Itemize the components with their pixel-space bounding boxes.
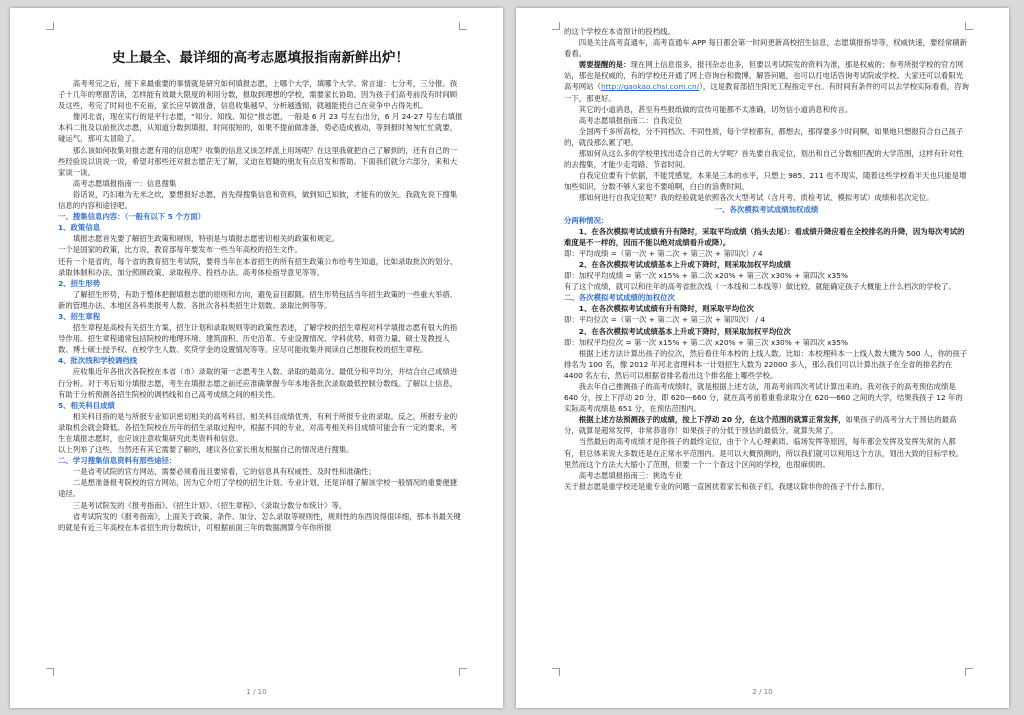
paragraph-list [564, 26, 969, 492]
paragraph [564, 115, 969, 126]
bold-lead-text: 根据上述方法预测孩子的成绩，按上下浮动 20 分，在这个范围的就算正常发挥， [578, 415, 846, 425]
paragraph-text: 2、在各次模拟考试成绩基本上升或下降时，则采取加权平均成绩 [578, 259, 791, 269]
paragraph [58, 444, 463, 455]
paragraph-text: 了解招生形势，有助于整体把握填报志愿的原则和方向，避免盲目跟随。招生形势包括当年招生政策的一些重大举措、新的管理办法、本地区各科类报考人数、各批次各科类招生计划数、录取比例等等。 [58, 289, 458, 310]
paragraph [564, 326, 969, 337]
paragraph [58, 477, 463, 499]
paragraph-text: 我去年自己推测孩子的高考成绩时，就是根据上述方法，用高考前四次考试计算出来的。我对孩子的高考预估成绩是 640 分，按上下浮动 20 分，即 620—660 分，就在高考前着重看录取分在 620—660 之间的大学，结果我孩子 12 年的实际高考成绩是 651 分，在预估范围内。 [564, 382, 963, 414]
page-number: 1 / 10 [246, 688, 267, 696]
paragraph [58, 244, 463, 255]
paragraph-text: 高考志愿填报指南二：自我定位 [578, 115, 683, 125]
document-page-2 [516, 8, 1009, 708]
paragraph-text: 2、招生形势 [58, 278, 101, 288]
paragraph [564, 26, 969, 37]
paragraph [564, 481, 969, 492]
subsection-heading [58, 355, 463, 366]
paragraph-text: 二、学习搜集信息资料有那些途径： [58, 456, 177, 466]
paragraph [564, 314, 969, 325]
paragraph-text: 2、在各次模拟考试成绩基本上升或下降时，则采取加权平均位次 [578, 326, 791, 336]
paragraph [564, 348, 969, 381]
paragraph [564, 226, 969, 248]
paragraph-text: 应收集近年各批次各院校在本省（市）录取的第一志愿考生人数、录取的最高分、最低分和平均分，并结合自己成绩进行分析。对于考后知分填报志愿，考生在填报志愿之前还应准确掌握今年本地各批次录取最低控制分数线。了解以上信息，有助于分析预测各招生院校的调档线和自己高考成绩之间的相关性。 [58, 367, 458, 399]
paragraph-text: 高考志愿填报指南一：信息搜集 [72, 178, 177, 188]
paragraph-text: 全国两千多所高校，分不同档次、不同性质，每个学校都有，都想去，那得要多少时间啊，如果地只想报符合自己孩子的，就没那么累了吧。 [564, 126, 964, 147]
paragraph [58, 111, 463, 144]
crop-mark [46, 668, 54, 676]
paragraph [564, 414, 969, 436]
section-heading [58, 455, 463, 466]
paragraph-text: 当然最后的高考成绩才是你孩子的最终定位，由于个人心理素质、临场发挥等原因，每年都会发挥及发挥失常的人都有，但总体来说大多数还是在正常水平范围内。是可以大概预测的，所以我们就可以利用这个方法，划出大致的目标学校。 [564, 437, 964, 458]
paragraph [564, 148, 969, 170]
subsection-heading [58, 278, 463, 289]
paragraph-text: 即：平均成绩 =（第一次 + 第二次 + 第三次 + 第四次）/ 4 [564, 248, 763, 258]
page-title: 史上最全、最详细的高考志愿填报指南新鲜出炉！ [112, 50, 409, 66]
paragraph-text: 那如何进行自我定位呢？我的经验就是依照各次大型考试（含月考、质检考试、模拟考试）成绩和名次定位。 [578, 193, 934, 203]
document-page-1 [10, 8, 503, 708]
paragraph [58, 322, 463, 355]
section-heading [58, 211, 463, 222]
paragraph-text: 还有一个是省的，每个省的教育招生考试院，要将当年在本省招生的所有招生政策公布给考生知道，比如录取批次的划分、录取体制和办法、加分照顾政策、录取程序、投档办法、高考体检指导意见等等。 [58, 256, 458, 277]
paragraph [564, 104, 969, 115]
paragraph [564, 37, 969, 59]
paragraph-text: 一个是国家的政策，比方说，教育部每年要发布一些当年高校的招生文件。 [58, 245, 302, 255]
paragraph-text: 三是考试院发的《报考指南》、《招生计划》、《招生章程》、《录取分数分布统计》等。 [72, 500, 347, 510]
paragraph [58, 233, 463, 244]
paragraph-text: 省考试院发的《报考指南》，上面关于政策、条件、加分、怎么录取等规则性，规则性的东西说得很详细，那本书最关键的就是有近三年高校在本省招生的分数统计，可根据前面三年的数据测算今年你所报 [58, 511, 461, 532]
paragraph-text: 其它的小道消息，甚至有些报纸做的宣传可能都不太准确，切勿信小道消息和传言。 [578, 104, 853, 114]
crop-mark [459, 22, 467, 30]
paragraph-text: 俗话说，巧妇难为无米之炊，要想报好志愿，首先得搜集信息和资料，做到知己知彼，才能有的放矢。我就先说下搜集信息的内容和途径吧。 [58, 189, 458, 211]
crop-mark [552, 668, 560, 676]
paragraph-text: 有了这个成绩，就可以和往年的高考省批次线（一本线和二本线等）做比较，就能确定孩子大概能上什么档次的学校了。 [564, 282, 956, 292]
paragraph-text: 高考考完之后，接下来最重要的事情就是研究如何填报志愿，上哪个大学，填哪个大学。常言道：七分考，三分报。孩子十几年的寒窗苦读，怎样能有效最大限度的利用分数，报取到理想的学校，需要家长协助，因为孩子们高考前没有时间顾及这些，考完了时间也不充裕，家长应早做准备，信息收集越早，分析越透彻，就越能使自己在竞争中占得先机。 [58, 79, 458, 111]
paragraph [564, 59, 969, 103]
paragraph [58, 78, 463, 111]
subsection-heading [58, 222, 463, 233]
paragraph [564, 259, 969, 270]
paragraph-text: 四是关注高考直通车，高考直通车 APP 每日都会第一时间更新高校招生信息，志愿填报指导等，权威快速，要经常刷新看看。 [564, 38, 968, 59]
paragraph-text: 4、批次线和学校调档线 [58, 356, 138, 366]
paragraph-text: 的这个学校在本省预计的投档线。 [564, 27, 675, 36]
paragraph [564, 248, 969, 259]
section-heading [564, 215, 969, 226]
paragraph-text: 1、政策信息 [58, 223, 101, 233]
paragraph-text: 即：加权平均位次 = 第一次 x15% + 第二次 x20% + 第三次 x30% + 第四次 x35% [564, 337, 848, 347]
paragraph-text: 以上列举了这些，当然还有其它需要了解的，建议各位家长朋友根据自己的情况进行搜集。 [58, 445, 354, 455]
section-heading [564, 204, 969, 215]
paragraph-text: 那么该如何收集对报志愿有用的信息呢？收集的信息又该怎样派上用场呢？在这里我就把自己了解到的，还有自己的一些经验说以说说一说，希望对那些还对报志愿茫无了解，又迫在眉睫的朋友有点启发和帮助。下面我们就分六部分，来和大家谈一谈。 [58, 145, 458, 177]
hyperlink[interactable]: http://gaokao.chsi.com.cn/ [600, 82, 700, 92]
paragraph [564, 470, 969, 481]
paragraph-text: 3、招生章程 [58, 311, 101, 321]
paragraph-text: 自我定位要有个依据，不能凭感觉，本来是三本的水平，只想上 985、211 也不现实，随着这些学校看半天也只能是增加些知识，分数不够人家也不要咱啊，白白的浪费时间。 [564, 171, 967, 192]
paragraph [58, 256, 463, 278]
paragraph-text: 1、在各次模拟考试成绩有升有降时，则采取平均位次 [578, 304, 754, 314]
page-content [58, 48, 463, 678]
paragraph [58, 500, 463, 511]
paragraph [564, 337, 969, 348]
paragraph-text: 二是想准备报考院校的官方网站，因为它介绍了学校的招生计划、专业计划，还是详细了解该学校一般情况的重要便捷途径。 [58, 478, 458, 499]
paragraph [58, 366, 463, 399]
paragraph [564, 436, 969, 458]
paragraph [58, 189, 463, 211]
paragraph [564, 192, 969, 203]
paragraph-text: 二、各次模拟考试成绩的加权位次 [564, 293, 675, 303]
crop-mark [46, 22, 54, 30]
paragraph-text: 像河北省，现在实行的是平行志愿，“知分、知线、知位”报志愿，一般是 6 月 23 号左右出分，6 月 24-27 号左右填报本科二批及以前批次志愿，从知道分数到填报，时间很短的，如果不提前做准备，势必造成被动，等到报时匆匆忙忙就要，碰运气，那可太冒险了。 [58, 112, 463, 144]
paragraph-text: 填报志愿首先要了解招生政策和规则，特别是与填报志愿密切相关的政策和规定。 [72, 234, 339, 244]
paragraph [58, 466, 463, 477]
section-heading [564, 292, 969, 303]
paragraph-text: 分两种情况： [564, 215, 609, 225]
paragraph [564, 281, 969, 292]
paragraph [564, 303, 969, 314]
paragraph-text: 那如何从这么多的学校里找出适合自己的大学呢？首先要自我定位，划出和自己分数相匹配的大学范围，这样有针对性的去搜集，才能少走弯路、节省时间。 [564, 149, 964, 170]
paragraph-text: 关于报志愿是重学校还是重专业的问题一直困扰着家长和孩子们，我建议除非你的孩子干什么都行， [564, 481, 890, 491]
paragraph [58, 289, 463, 311]
paragraph-text: 里然而这个方法大大缩小了范围，但要一个一个查这个区间的学校，也很麻烦的。 [564, 459, 831, 469]
paragraph-text: 一、搜集信息内容：（一般有以下 5 个方面） [58, 212, 206, 222]
paragraph-text: 现在网上信息很多，报刊杂志也多，但要以考试院发的资料为准，那是权威的；参考所报学校的官方网站，那也是权威的，有的学校还开通了网上咨询台和微博，解答问题，也可以打电话咨询考试院或学校。大家还可以看阳光高考网站（ [564, 60, 964, 92]
paragraph-text: 5、相关科目成绩 [58, 400, 115, 410]
paragraph-text: 即：加权平均成绩 = 第一次 x15% + 第二次 x20% + 第三次 x30% + 第四次 x35% [564, 271, 848, 281]
paragraph [564, 126, 969, 148]
paragraph-text: 一是省考试院的官方网站，需要必须看而且要常看，它的信息具有权威性、及时性和准确性； [72, 467, 376, 477]
subsection-heading [58, 311, 463, 322]
paragraph [564, 459, 969, 470]
paragraph [58, 411, 463, 444]
page-content [564, 26, 969, 678]
paragraph [564, 381, 969, 414]
paragraph-text: 一、各次模拟考试成绩加权成绩 [714, 204, 819, 214]
paragraph [564, 270, 969, 281]
paragraph-text: 如果孩子的高考分大于预估的最高分，就算是超常发挥，非常恭喜你！如果孩子的分低于预估的最低分，就算失常了。 [564, 415, 957, 436]
paragraph [58, 178, 463, 189]
paragraph [58, 511, 463, 533]
paragraph-text: 招生章程是高校有关招生方案、招生计划和录取规则等的政策性表述，了解学校的招生章程对科学填报志愿有很大的指导作用。招生章程通常包括院校的地理环境、建筑面积、历史沿革、专业设置情况、学科优势、师资力量、硕士及教授人数、博士硕士授予权、在校学生人数、奖贷学金的设置情况等等。应尽可能收集并阅读自己想报院校的招生章程。 [58, 323, 458, 355]
page-number: 2 / 10 [752, 688, 773, 696]
paragraph-text: ），这是教育部招生阳光工程指定平台。有时间有条件的可以去学校实际看看，咨询一下，那更好。 [564, 82, 969, 103]
paragraph-text: 根据上述方法计算出孩子的位次，然后看往年本校的上线人数。比如：本校理科本一上线人数大概为 500 人，你的孩子排名为 100 名，像 2012 年河北省理科本一计划招生人数为 22000 多人，那么我们可以计算出孩子在全省的排名约在 4400 名左右，然后可以根据省排名看出这个排名能上哪些学校。 [564, 348, 968, 380]
paragraph-text: 高考志愿填报指南三：挑选专业 [578, 470, 683, 480]
paragraph [58, 145, 463, 178]
crop-mark [552, 22, 560, 30]
bold-lead-text: 需要提醒的是： [578, 60, 631, 70]
subsection-heading [58, 400, 463, 411]
paragraph [564, 170, 969, 192]
paragraph-text: 1、在各次模拟考试成绩有升有降时，采取平均成绩（掐头去尾）：看成绩升降应看在全校排名的升降，因为每次考试的难度是不一样的，因而不能以绝对成绩看升或降）。 [564, 226, 965, 247]
paragraph-text: 即：平均位次 =（第一次 + 第二次 + 第三次 + 第四次） / 4 [564, 315, 765, 325]
paragraph-list [58, 78, 463, 533]
paragraph-text: 相关科目指的是与所报专业知识密切相关的高考科目。相关科目成绩优秀，有利于所报专业的录取。反之，所报专业的录取机会就会降低。各招生院校在历年的招生录取过程中，根据不同的专业，对高考相关科目成绩可能会有一定的要求，考生在填报志愿时，也应该注意收集研究此类资料和信息。 [58, 411, 458, 443]
